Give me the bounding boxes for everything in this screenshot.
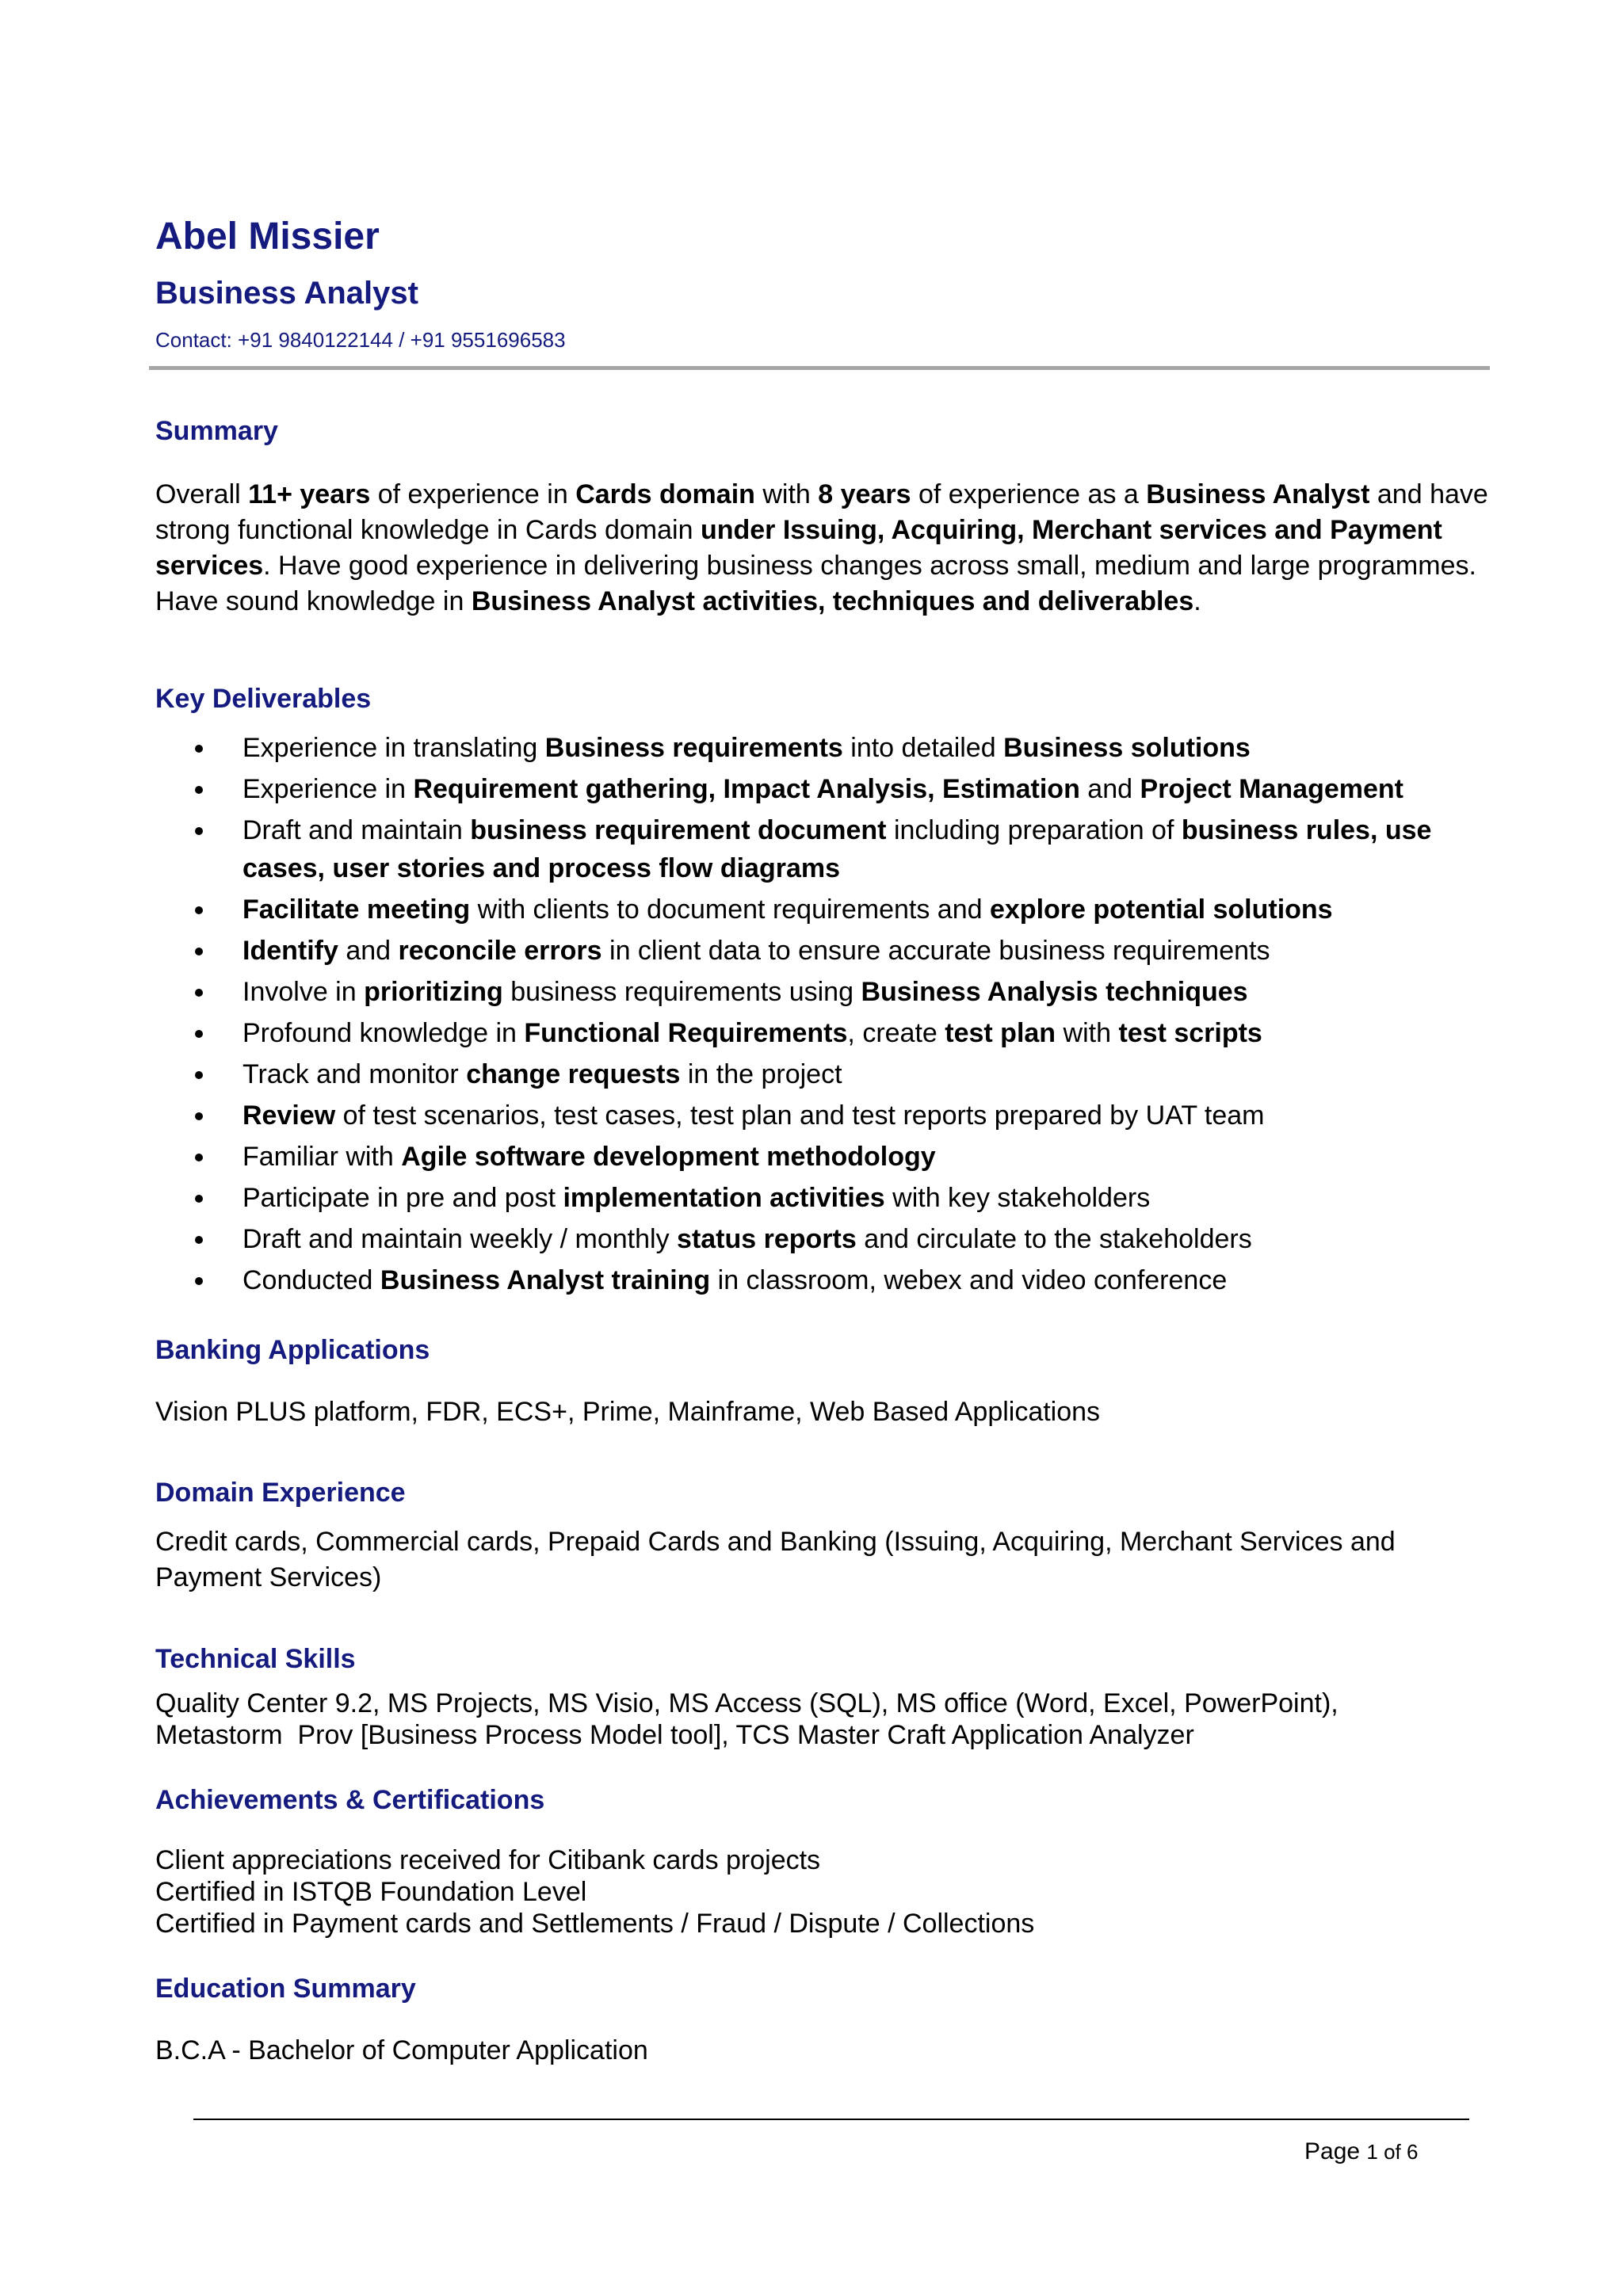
bullet-icon <box>195 827 203 835</box>
domain-experience-title: Domain Experience <box>155 1478 406 1508</box>
technical-skills-section <box>155 1642 1518 1751</box>
text-run: with key stakeholders <box>884 1183 1151 1213</box>
achievements-title: Achievements & Certifications <box>155 1785 545 1815</box>
text-run: business requirements using <box>502 977 861 1007</box>
education-title: Education Summary <box>155 1974 416 2004</box>
text-run: in client data to ensure accurate business requirements <box>601 936 1270 966</box>
key-deliverables-list <box>155 729 1518 1299</box>
bold-text: Business Analyst training <box>380 1265 711 1295</box>
bold-text: test plan <box>945 1018 1056 1048</box>
bold-text: 11+ years <box>248 479 371 509</box>
bullet-icon <box>195 1236 203 1244</box>
bold-text: prioritizing <box>364 977 503 1007</box>
text-run: Conducted <box>242 1265 380 1295</box>
technical-skills-line-2: Metastorm Prov [Business Process Model tool], TCS Master Craft Application Analyzer <box>155 1720 1194 1750</box>
deliverable-item <box>155 729 1518 767</box>
contact-info: Contact: +91 9840122144 / +91 9551696583 <box>155 328 566 352</box>
bold-text: Agile software development methodology <box>401 1142 936 1172</box>
text-run: . <box>1193 586 1201 616</box>
deliverable-item <box>155 891 1518 929</box>
text-run: in the project <box>680 1059 842 1089</box>
domain-experience-text: Credit cards, Commercial cards, Prepaid Cards and Banking (Issuing, Acquiring, Merchant Services and Payment Services) <box>155 1527 1396 1592</box>
deliverable-item <box>155 770 1518 808</box>
banking-applications-section <box>155 1333 1518 1430</box>
bold-text: status reports <box>677 1224 857 1254</box>
page-total: 6 <box>1407 2140 1419 2164</box>
bold-text: explore potential solutions <box>989 894 1333 925</box>
bold-text: Project Management <box>1140 774 1403 804</box>
technical-skills-title: Technical Skills <box>155 1644 356 1674</box>
text-run: with <box>754 479 819 509</box>
header-divider <box>149 366 1490 370</box>
footer-divider <box>193 2119 1469 2120</box>
deliverable-item <box>155 973 1518 1011</box>
achievement-item: Client appreciations received for Citibank cards projects <box>155 1845 821 1875</box>
summary-title: Summary <box>155 416 278 446</box>
text-run: of experience as a <box>911 479 1147 509</box>
text-run: Draft and maintain <box>242 815 471 845</box>
bold-text: Requirement gathering, Impact Analysis, Estimation <box>413 774 1080 804</box>
text-run: and <box>338 936 399 966</box>
banking-applications-title: Banking Applications <box>155 1335 430 1365</box>
deliverable-item <box>155 1220 1518 1258</box>
bold-text: Cards domain <box>575 479 755 509</box>
key-deliverables-section <box>155 681 1518 1302</box>
text-run: Overall <box>155 479 249 509</box>
text-run: Familiar with <box>242 1142 402 1172</box>
deliverable-item <box>155 1261 1518 1299</box>
bold-text: Identify <box>242 936 338 966</box>
text-run: with clients to document requirements and <box>470 894 990 925</box>
bullet-icon <box>195 1030 203 1038</box>
bullet-icon <box>195 1277 203 1285</box>
deliverable-item <box>155 811 1518 887</box>
key-deliverables-title: Key Deliverables <box>155 684 372 714</box>
bold-text: Business Analysis techniques <box>861 977 1248 1007</box>
bold-text: Business solutions <box>1003 733 1251 763</box>
bold-text: Functional Requirements <box>524 1018 848 1048</box>
text-run: including preparation of <box>886 815 1182 845</box>
candidate-name: Abel Missier <box>155 215 380 257</box>
resume-header <box>155 212 1518 353</box>
page-label: Page <box>1304 2138 1367 2164</box>
achievements-section <box>155 1783 1518 1939</box>
text-run: and circulate to the stakeholders <box>856 1224 1252 1254</box>
page-current: 1 <box>1366 2140 1378 2164</box>
text-run: Experience in <box>242 774 414 804</box>
bold-text: Business Analyst <box>1146 479 1370 509</box>
banking-applications-text: Vision PLUS platform, FDR, ECS+, Prime, Mainframe, Web Based Applications <box>155 1397 1101 1427</box>
summary-section <box>155 414 1518 620</box>
bold-text: reconcile errors <box>398 936 602 966</box>
page-number <box>1304 2136 1418 2168</box>
deliverable-item <box>155 1055 1518 1093</box>
bold-text: test scripts <box>1118 1018 1262 1048</box>
bold-text: Business Analyst activities, techniques and deliverables <box>471 586 1194 616</box>
deliverable-item <box>155 1179 1518 1217</box>
text-run: Experience in translating <box>242 733 545 763</box>
bold-text: Review <box>242 1100 336 1131</box>
bold-text: under Issuing, Acquiring, Merchant services and Payment services <box>155 515 1442 581</box>
achievement-item: Certified in ISTQB Foundation Level <box>155 1877 587 1907</box>
text-run: in classroom, webex and video conference <box>710 1265 1228 1295</box>
page-of: of <box>1377 2140 1407 2164</box>
bold-text: Business requirements <box>544 733 843 763</box>
bullet-icon <box>195 1154 203 1161</box>
text-run: of experience in <box>370 479 576 509</box>
bold-text: Facilitate meeting <box>242 894 471 925</box>
text-run: , create <box>847 1018 945 1048</box>
domain-experience-section <box>155 1475 1518 1596</box>
deliverable-item <box>155 1097 1518 1135</box>
bold-text: 8 years <box>818 479 911 509</box>
candidate-role: Business Analyst <box>155 276 418 311</box>
bullet-icon <box>195 906 203 914</box>
bullet-icon <box>195 745 203 753</box>
text-run: . Have good experience in delivering business changes across small, medium and large programmes. Have sound knowledge in <box>155 551 1476 616</box>
text-run: into detailed <box>842 733 1004 763</box>
deliverable-item <box>155 1138 1518 1176</box>
bullet-icon <box>195 1195 203 1203</box>
text-run: and <box>1079 774 1140 804</box>
bullet-icon <box>195 1112 203 1120</box>
education-text: B.C.A - Bachelor of Computer Application <box>155 2035 648 2065</box>
text-run: and have strong functional knowledge in Cards domain <box>155 479 1488 545</box>
summary-text <box>155 477 1518 620</box>
text-run: of test scenarios, test cases, test plan and test reports prepared by UAT team <box>335 1100 1265 1131</box>
text-run: Involve in <box>242 977 365 1007</box>
bold-text: implementation activities <box>563 1183 885 1213</box>
text-run: Draft and maintain weekly / monthly <box>242 1224 678 1254</box>
technical-skills-line-1: Quality Center 9.2, MS Projects, MS Visio, MS Access (SQL), MS office (Word, Excel, PowerPoint), <box>155 1688 1338 1718</box>
achievements-list <box>155 1844 1518 1939</box>
bullet-icon <box>195 1071 203 1079</box>
education-section <box>155 1971 1518 2069</box>
bold-text: change requests <box>466 1059 681 1089</box>
text-run: with <box>1056 1018 1119 1048</box>
bullet-icon <box>195 786 203 794</box>
achievement-item: Certified in Payment cards and Settlements / Fraud / Dispute / Collections <box>155 1909 1035 1939</box>
bold-text: business rules, use cases, user stories and process flow diagrams <box>242 815 1432 883</box>
bullet-icon <box>195 948 203 955</box>
deliverable-item <box>155 1014 1518 1052</box>
bold-text: business requirement document <box>470 815 887 845</box>
text-run: Participate in pre and post <box>242 1183 563 1213</box>
text-run: Track and monitor <box>242 1059 467 1089</box>
bullet-icon <box>195 989 203 997</box>
text-run: Profound knowledge in <box>242 1018 525 1048</box>
deliverable-item <box>155 932 1518 970</box>
